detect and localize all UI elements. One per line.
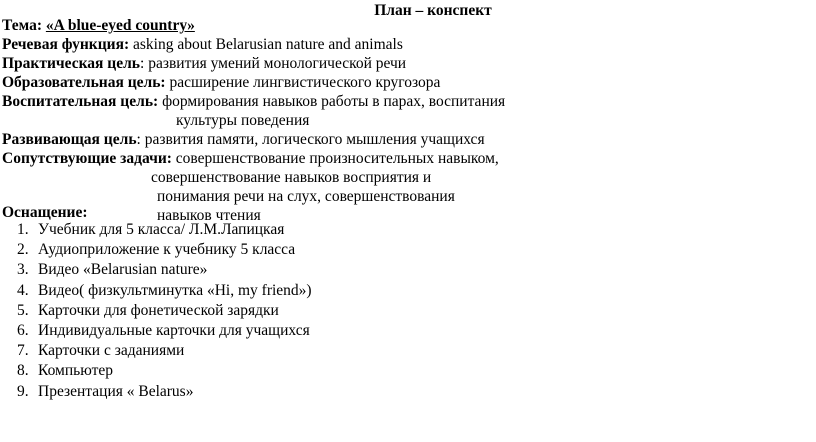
speech-function-value: asking about Belarusian nature and animals <box>133 36 403 53</box>
educational-goal-label: Образовательная цель: <box>2 74 166 91</box>
list-item-number: 7. <box>17 342 29 360</box>
accompanying-tasks-label: Сопутствующие задачи: <box>2 150 172 167</box>
list-item-number: 3. <box>17 261 29 279</box>
upbringing-goal-continuation: культуры поведения <box>176 112 310 129</box>
upbringing-goal-line <box>2 93 505 111</box>
speech-function-label: Речевая функция: <box>2 36 130 53</box>
list-item-number: 4. <box>17 281 29 299</box>
list-item-text: Компьютер <box>38 362 113 380</box>
upbringing-goal-value: формирования навыков работы в парах, воспитания <box>162 93 506 110</box>
practical-goal-label: Практическая цель <box>2 55 141 72</box>
list-item-text: Учебник для 5 класса/ Л.М.Лапицкая <box>38 221 285 238</box>
list-item-text: Индивидуальные карточки для учащихся <box>38 321 310 339</box>
list-item-number: 2. <box>17 241 29 259</box>
developing-goal-label: Развивающая цель <box>2 131 137 148</box>
page-title: План – конспект <box>374 2 492 19</box>
list-item-number: 1. <box>17 221 29 238</box>
practical-goal-value: : развития умений монологической речи <box>140 55 407 72</box>
equipment-heading: Оснащение: <box>2 204 88 221</box>
list-item-text: Видео( физкультминутка «Hi, my friend») <box>38 281 312 299</box>
upbringing-goal-label: Воспитательная цель: <box>2 93 159 110</box>
developing-goal-line <box>2 131 485 149</box>
list-item-number: 5. <box>17 301 29 319</box>
accompanying-tasks-value: совершенствование произносительных навыком, <box>175 150 499 167</box>
practical-goal-line <box>2 55 406 73</box>
list-item-number: 9. <box>17 382 29 400</box>
list-item-number: 8. <box>17 362 29 380</box>
topic-label: Тема: <box>2 17 42 34</box>
list-item-text: Аудиоприложение к учебнику 5 класса <box>38 241 296 259</box>
list-item-text: Презентация « Belarus» <box>38 382 194 400</box>
educational-goal-line <box>2 74 440 92</box>
list-item-text: Видео «Belarusian nature» <box>38 261 208 279</box>
accompanying-tasks-line-2: совершенствование навыков восприятия и <box>151 169 432 186</box>
list-item-text: Карточки для фонетической зарядки <box>38 301 279 319</box>
topic-value: «A blue-eyed country» <box>45 17 195 34</box>
accompanying-tasks-line-4: навыков чтения <box>157 207 261 224</box>
accompanying-tasks-line <box>2 150 499 168</box>
list-item-text: Карточки с заданиями <box>38 342 185 360</box>
speech-function-line <box>2 36 403 54</box>
topic-line <box>2 17 195 35</box>
educational-goal-value: расширение лингвистического кругозора <box>169 74 441 91</box>
list-item-number: 6. <box>17 321 29 339</box>
developing-goal-value: : развития памяти, логического мышления учащихся <box>136 131 485 148</box>
accompanying-tasks-line-3: понимания речи на слух, совершенствования <box>157 188 455 205</box>
